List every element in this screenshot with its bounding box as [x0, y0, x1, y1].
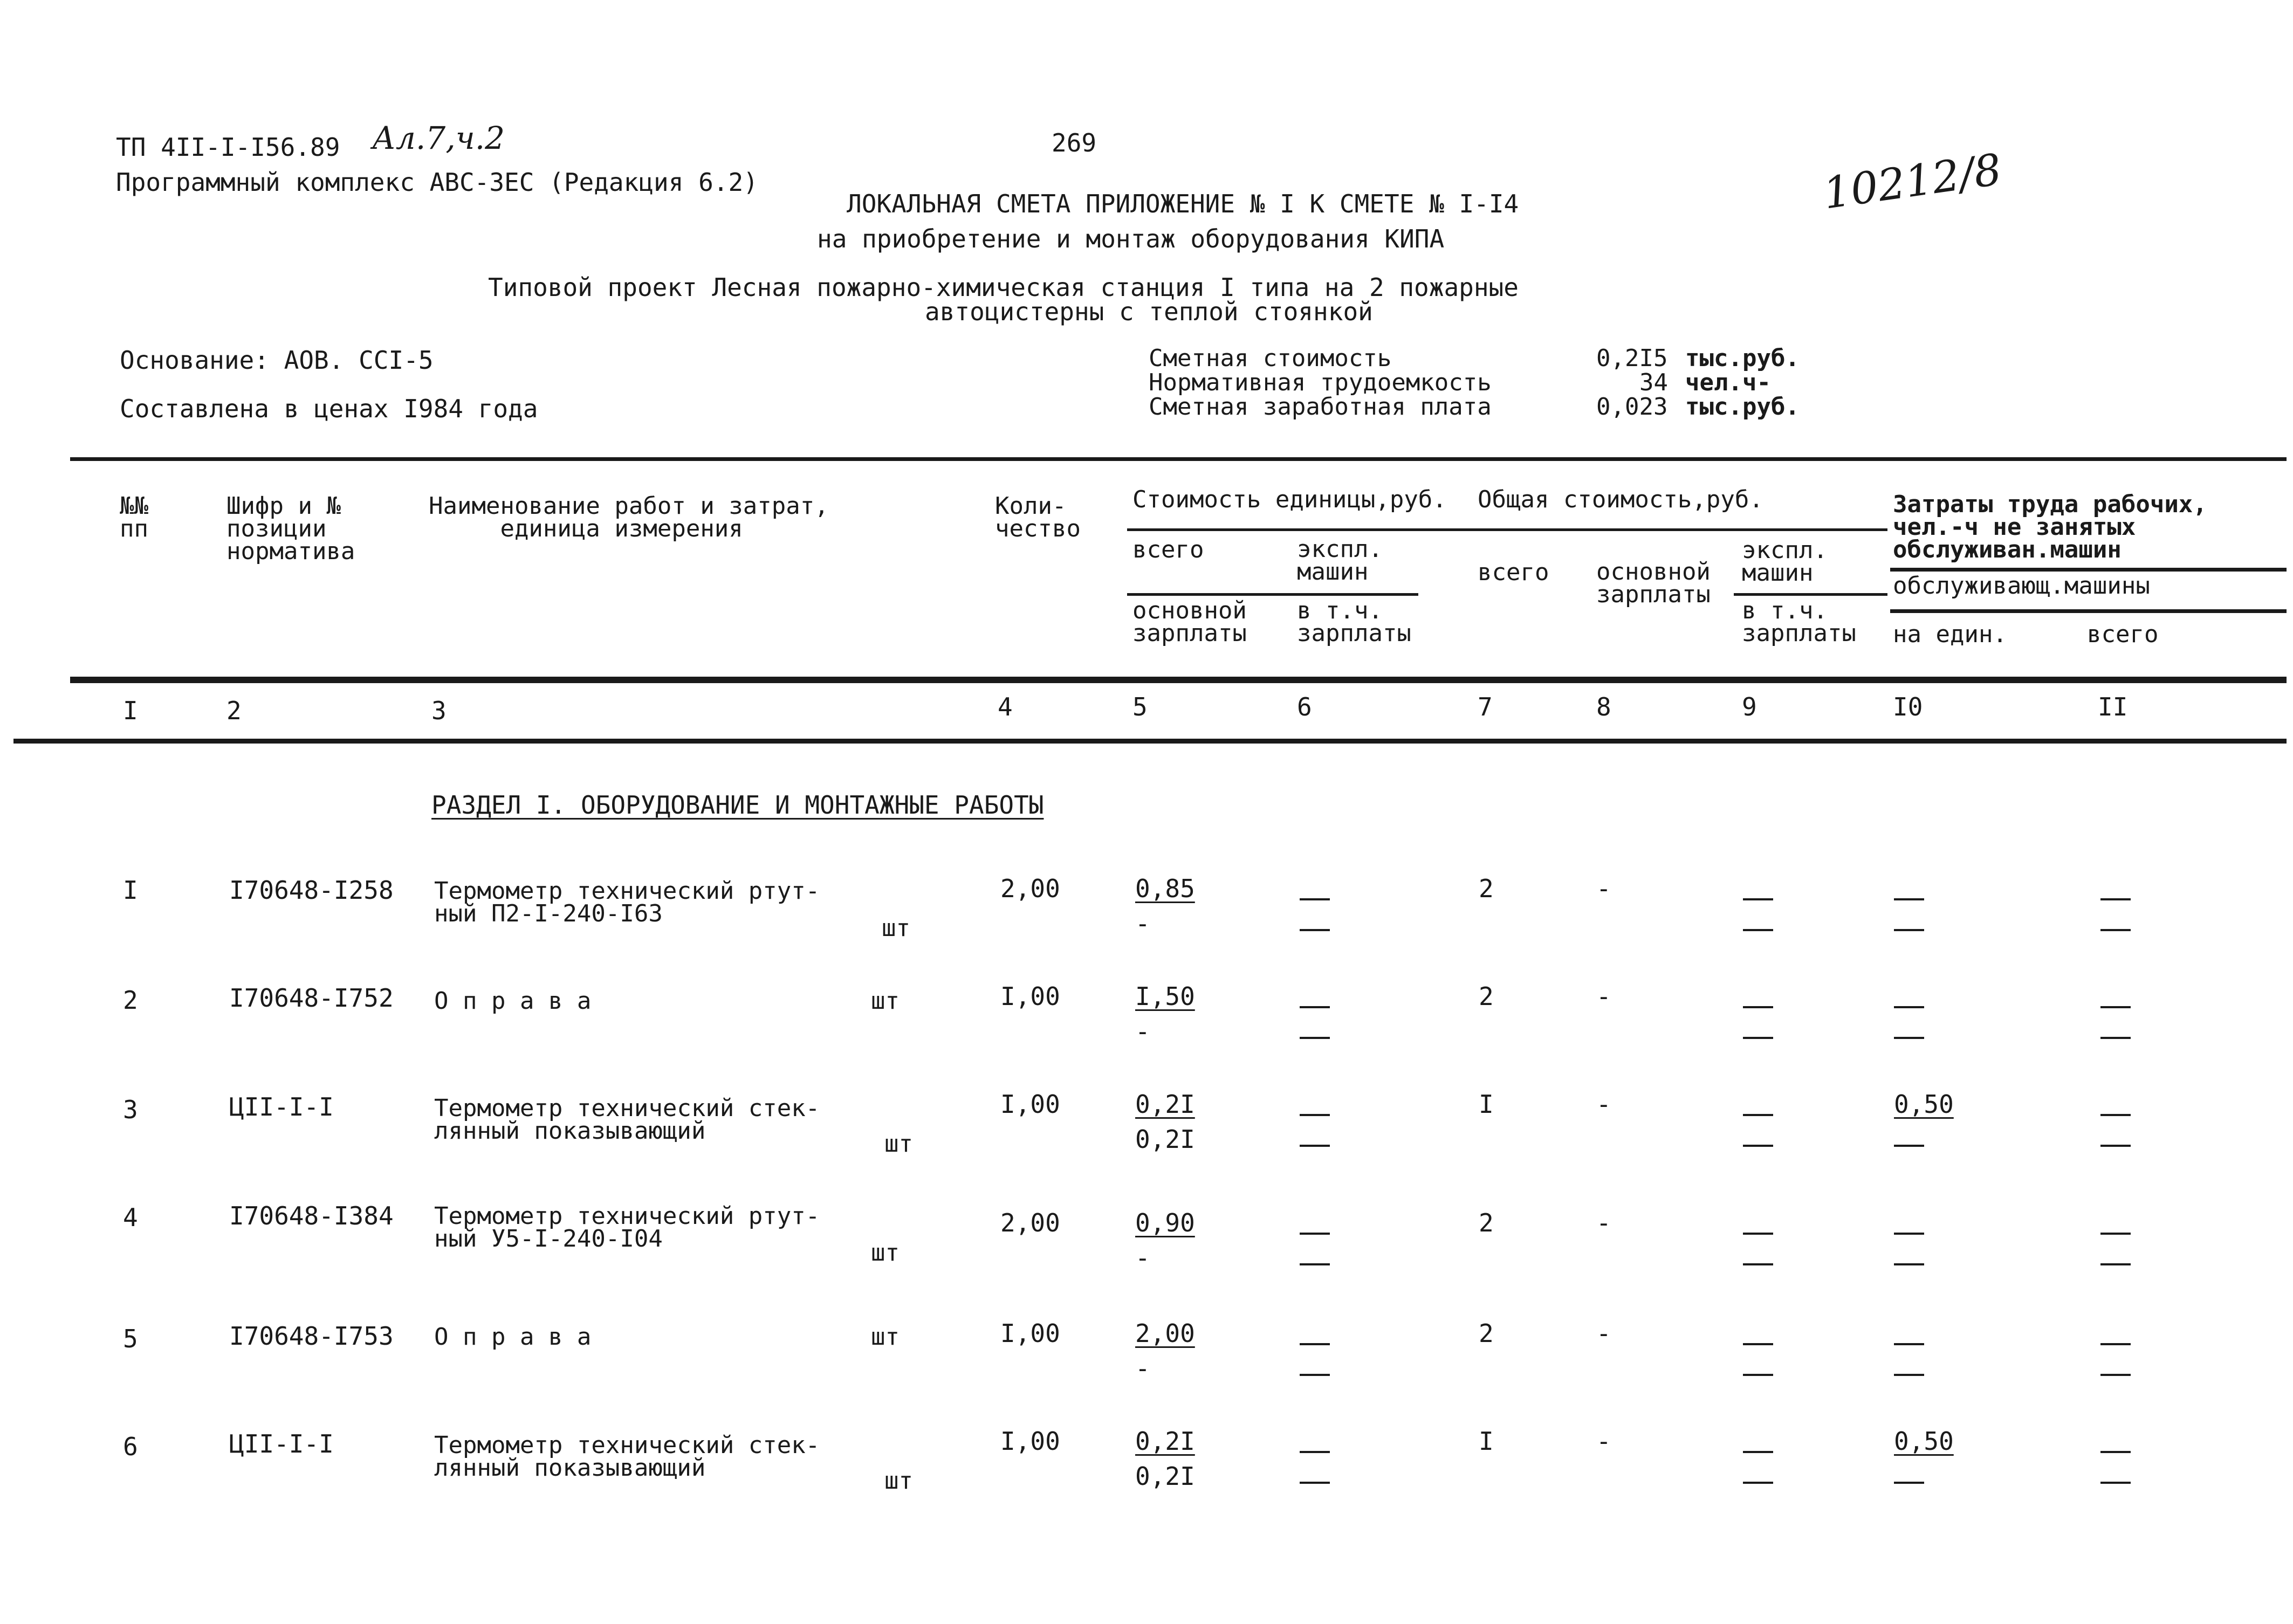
row-col10-bottom — [1894, 1368, 1924, 1378]
prices-year: Составлена в ценах I984 года — [120, 394, 538, 423]
col-header-7: всего — [1478, 559, 1549, 586]
handwritten-album: Ал.7,ч.2 — [372, 120, 505, 156]
row-labor-unit: 0,50 — [1894, 1427, 1954, 1456]
row-base-salary: - — [1596, 1319, 1611, 1348]
row-col6-bottom — [1300, 1139, 1330, 1149]
table-header-bottom-rule — [70, 677, 2287, 683]
row-col10 — [1894, 996, 1924, 1010]
project-code: ТП 4II-I-I56.89 — [116, 133, 340, 162]
row-quantity: 2,00 — [1000, 874, 1060, 903]
col-header-labor-sub: обслуживающ.машины — [1893, 572, 2150, 600]
machines-sub-rule — [1734, 593, 1887, 596]
row-number: 5 — [123, 1324, 138, 1353]
col-header-labor: Затраты труда рабочих, чел.-ч не занятых обслуживан.машин — [1893, 491, 2207, 563]
row-quantity: I,00 — [1000, 1427, 1060, 1456]
row-code: ЦII-I-I — [229, 1092, 334, 1121]
row-base-salary: - — [1596, 1090, 1611, 1119]
row-base-salary: - — [1596, 1208, 1611, 1237]
row-col6-bottom — [1300, 1476, 1330, 1486]
row-col11-bottom — [2100, 1031, 2131, 1041]
row-col9-bottom — [1743, 1139, 1773, 1149]
row-col9-bottom — [1743, 1257, 1773, 1268]
unit-cost-rule — [1127, 528, 1887, 531]
row-col6 — [1300, 1104, 1330, 1118]
project-description-cont: автоцистерны с теплой стоянкой — [925, 297, 1373, 326]
row-col6 — [1300, 889, 1330, 903]
row-col10 — [1894, 889, 1924, 903]
row-name: Термометр технический ртут- ный У5-I-240-I04 — [434, 1202, 820, 1253]
row-base-salary: - — [1596, 874, 1611, 903]
summary-label-cost: Сметная стоимость — [1149, 345, 1392, 372]
col-header-5-bottom: основной зарплаты — [1132, 597, 1247, 647]
row-total: I — [1479, 1090, 1494, 1119]
row-col6 — [1300, 1441, 1330, 1455]
col-header-10: на един. — [1893, 621, 2007, 648]
row-quantity: I,00 — [1000, 1090, 1060, 1119]
row-base-salary: - — [1596, 1427, 1611, 1456]
row-unit-price: 0,2I — [1135, 1090, 1195, 1119]
col-number-11: II — [2098, 692, 2128, 721]
row-number: 6 — [123, 1432, 138, 1461]
summary-label-labor: Нормативная трудоемкость — [1149, 369, 1492, 396]
row-labor-unit: 0,50 — [1894, 1090, 1954, 1119]
row-unit-price: 2,00 — [1135, 1319, 1195, 1348]
col-number-9: 9 — [1742, 692, 1757, 721]
row-unit: шт — [884, 1130, 913, 1158]
row-col6 — [1300, 1333, 1330, 1347]
program-name: Программный комплекс АВС-3ЕС (Редакция 6.2) — [116, 168, 758, 197]
row-col6 — [1300, 1223, 1330, 1237]
col-header-total-cost: Общая стоимость,руб. — [1478, 486, 1763, 513]
summary-label-salary: Сметная заработная плата — [1149, 393, 1492, 421]
row-unit-salary: - — [1135, 1354, 1150, 1383]
row-col9 — [1743, 1333, 1773, 1347]
row-number: 4 — [123, 1203, 138, 1232]
summary-value-salary: 0,023 — [1596, 393, 1668, 421]
row-col10-bottom — [1894, 923, 1924, 933]
row-col11 — [2100, 1441, 2131, 1455]
row-total: I — [1479, 1427, 1494, 1456]
col-header-11: всего — [2087, 621, 2159, 648]
table-top-rule — [70, 457, 2287, 461]
row-number: I — [123, 876, 138, 905]
document-title: ЛОКАЛЬНАЯ СМЕТА ПРИЛОЖЕНИЕ № I К СМЕТЕ № I-I4 — [847, 189, 1519, 218]
row-col9 — [1743, 996, 1773, 1010]
column-numbers-rule — [13, 739, 2287, 744]
col-header-unit-cost: Стоимость единицы,руб. — [1132, 486, 1447, 513]
col-header-9-top: экспл. машин — [1742, 536, 1828, 587]
row-col11-bottom — [2100, 923, 2131, 933]
row-col6 — [1300, 996, 1330, 1010]
row-col9-bottom — [1743, 1031, 1773, 1041]
section-title: РАЗДЕЛ I. ОБОРУДОВАНИЕ И МОНТАЖНЫЕ РАБОТЫ — [431, 790, 1044, 820]
row-total: 2 — [1479, 874, 1494, 903]
row-col9 — [1743, 1441, 1773, 1455]
row-col10-bottom — [1894, 1257, 1924, 1268]
row-col11-bottom — [2100, 1257, 2131, 1268]
row-name: О п р а в а — [434, 987, 592, 1015]
summary-unit-cost: тыс.руб. — [1685, 345, 1800, 372]
summary-value-cost: 0,2I5 — [1596, 345, 1668, 372]
row-col10-bottom — [1894, 1031, 1924, 1041]
row-unit: шт — [871, 1239, 900, 1267]
row-unit-price: 0,90 — [1135, 1208, 1195, 1237]
col-number-6: 6 — [1297, 692, 1312, 721]
col-number-7: 7 — [1478, 692, 1493, 721]
col-number-2: 2 — [226, 696, 242, 725]
col-number-10: I0 — [1893, 692, 1923, 721]
row-unit-salary: 0,2I — [1135, 1125, 1195, 1154]
row-code: I70648-I258 — [229, 876, 394, 905]
summary-unit-labor: чел.ч- — [1685, 369, 1771, 396]
col-header-code: Шифр и № позиции норматива — [226, 492, 355, 565]
row-unit-salary: 0,2I — [1135, 1462, 1195, 1491]
col-number-4: 4 — [998, 692, 1013, 721]
row-code: I70648-I752 — [229, 983, 394, 1013]
unit-cost-sub-rule — [1127, 593, 1418, 596]
labor-rule-1 — [1890, 568, 2287, 572]
row-col10 — [1894, 1333, 1924, 1347]
row-col9-bottom — [1743, 1368, 1773, 1378]
summary-value-labor: 34 — [1639, 369, 1668, 396]
row-unit-price: 0,2I — [1135, 1427, 1195, 1456]
document-subtitle: на приобретение и монтаж оборудования КИПА — [817, 224, 1445, 253]
row-quantity: I,00 — [1000, 982, 1060, 1011]
row-name: Термометр технический стек- лянный показывающий — [434, 1432, 820, 1482]
row-name: Термометр технический стек- лянный показывающий — [434, 1095, 820, 1145]
col-header-6-top: экспл. машин — [1297, 535, 1383, 586]
row-col11-bottom — [2100, 1368, 2131, 1378]
col-header-name: Наименование работ и затрат, единица измерения — [429, 492, 829, 542]
col-header-9-bottom: в т.ч. зарплаты — [1742, 597, 1856, 647]
row-col11-bottom — [2100, 1139, 2131, 1149]
row-quantity: I,00 — [1000, 1319, 1060, 1348]
row-col9 — [1743, 1104, 1773, 1118]
row-col6-bottom — [1300, 1368, 1330, 1378]
row-code: I70648-I384 — [229, 1201, 394, 1230]
labor-rule-2 — [1890, 609, 2287, 613]
row-unit: шт — [871, 987, 900, 1015]
project-description: Типовой проект Лесная пожарно-химическая станция I типа на 2 пожарные — [488, 273, 1519, 302]
row-col6-bottom — [1300, 923, 1330, 933]
col-header-6-bottom: в т.ч. зарплаты — [1297, 597, 1411, 647]
row-unit-salary: - — [1135, 1243, 1150, 1272]
col-number-5: 5 — [1132, 692, 1148, 721]
row-total: 2 — [1479, 1208, 1494, 1237]
row-col9-bottom — [1743, 923, 1773, 933]
row-total: 2 — [1479, 1319, 1494, 1348]
summary-unit-salary: тыс.руб. — [1685, 393, 1800, 421]
row-number: 2 — [123, 986, 138, 1015]
col-number-3: 3 — [431, 696, 447, 725]
row-total: 2 — [1479, 982, 1494, 1011]
row-base-salary: - — [1596, 982, 1611, 1011]
row-col9 — [1743, 1223, 1773, 1237]
row-number: 3 — [123, 1095, 138, 1124]
row-name: Термометр технический ртут- ный П2-I-240-I63 — [434, 877, 820, 927]
row-col10 — [1894, 1223, 1924, 1237]
row-col11 — [2100, 1104, 2131, 1118]
col-header-number: №№ пп — [120, 492, 148, 542]
row-quantity: 2,00 — [1000, 1208, 1060, 1237]
row-col10-bottom — [1894, 1139, 1924, 1149]
page-number: 269 — [1052, 128, 1097, 157]
row-col11-bottom — [2100, 1476, 2131, 1486]
row-col10-bottom — [1894, 1476, 1924, 1486]
row-unit-salary: - — [1135, 909, 1150, 938]
row-col11 — [2100, 1333, 2131, 1347]
row-col11 — [2100, 996, 2131, 1010]
col-number-1: I — [123, 696, 138, 725]
handwritten-stamp: 10212/8 — [1820, 144, 2005, 219]
col-header-5-top: всего — [1132, 536, 1204, 563]
col-header-8: основной зарплаты — [1596, 558, 1711, 608]
row-code: I70648-I753 — [229, 1322, 394, 1351]
basis: Основание: АОВ. ССI-5 — [120, 346, 434, 375]
col-header-quantity: Коли- чество — [995, 492, 1081, 542]
row-unit: шт — [871, 1323, 900, 1351]
row-unit-price: 0,85 — [1135, 874, 1195, 903]
row-code: ЦII-I-I — [229, 1429, 334, 1458]
row-col6-bottom — [1300, 1257, 1330, 1268]
row-unit-price: I,50 — [1135, 982, 1195, 1011]
row-col9 — [1743, 889, 1773, 903]
row-col9-bottom — [1743, 1476, 1773, 1486]
row-name: О п р а в а — [434, 1323, 592, 1351]
row-unit-salary: - — [1135, 1017, 1150, 1046]
row-col6-bottom — [1300, 1031, 1330, 1041]
row-unit: шт — [882, 914, 910, 942]
row-unit: шт — [884, 1467, 913, 1495]
row-col11 — [2100, 889, 2131, 903]
row-col11 — [2100, 1223, 2131, 1237]
col-number-8: 8 — [1596, 692, 1611, 721]
